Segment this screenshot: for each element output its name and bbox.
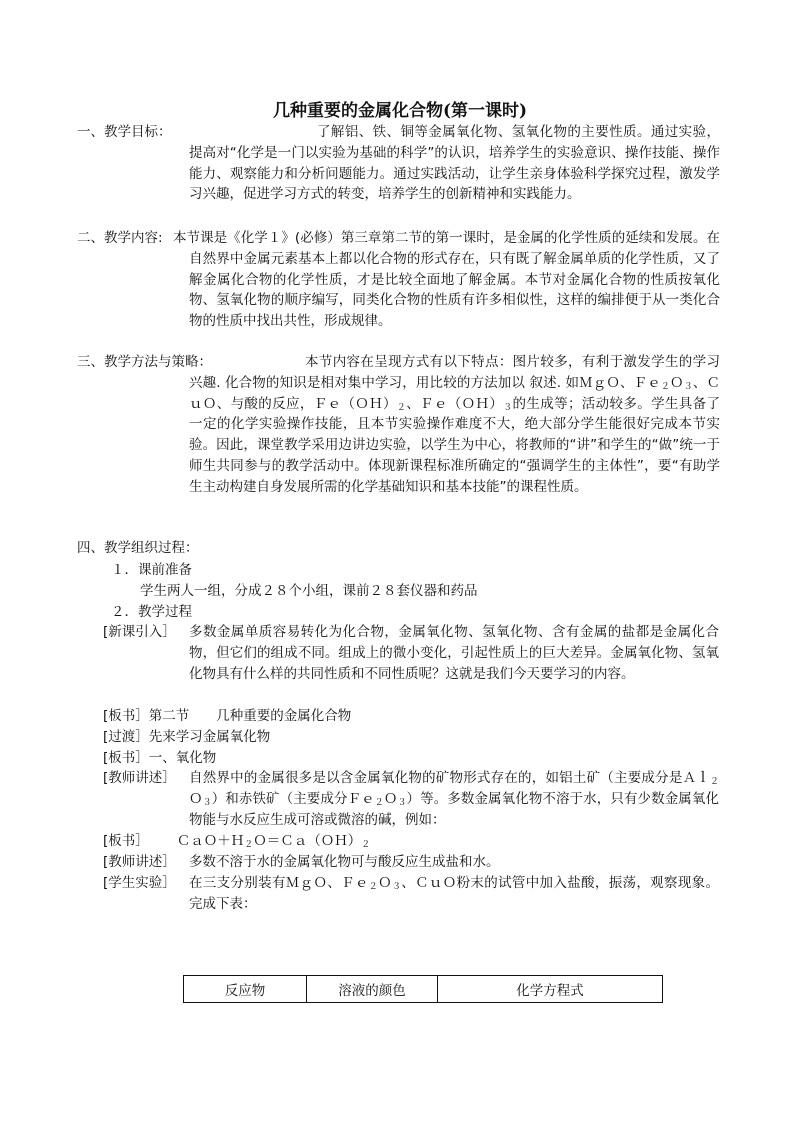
document-title: 几种重要的金属化合物(第一课时) [272, 101, 528, 121]
table-header-cell: 化学方程式 [438, 976, 663, 1003]
subscript: ３ [391, 882, 402, 892]
section-label: 一、教学目标： [77, 124, 172, 140]
intro-text: 多数金属单质容易转化为化合物，金属氧化物、氢氧化物、含有金属的盐都是金属化合物，但它们的组成不同。组成上的微小变化，引起性质上的巨大差异。金属氧化物、氢氧化物具有什么样的共同性质和不同性质呢？这就是我们今天要学习的内容。 [189, 624, 719, 682]
subscript: ２ [244, 840, 254, 850]
teacher-text [189, 768, 719, 830]
text-part: Ｏ [378, 875, 392, 891]
section-text: 了解铝、铁、铜等金属氧化物、氢氧化物的主要性质。通过实验，提高对“化学是一门以实验为基础的科学”的认识，培养学生的实验意识、操作技能、操作能力、观察能力和分析问题能力。通过实践活动，让学生亲身体验科学探究过程，激发学习兴趣，促进学习方式的转变，培养学生的创新精神和实践能力。 [189, 124, 720, 203]
subscript: ３ [503, 402, 513, 413]
equation-part: Ｏ＝Ｃａ（ＯＨ） [253, 833, 362, 849]
text-part: Ｏ [189, 790, 203, 807]
teacher-label: [教师讲述］ [103, 854, 176, 870]
process-heading: 四、教学组织过程： [77, 540, 199, 556]
text-part: 本节内容在呈现方式有以下特点：图片较多，有利于激发学生的学习兴趣. 化合物的知识是相对集中学习，用比较的方法加以 叙述. 如ＭｇＯ、Ｆｅ [189, 354, 720, 391]
text-part: Ｏ [383, 790, 398, 807]
table-header-row [184, 976, 663, 1003]
experiment-label: [学生实验］ [103, 875, 176, 891]
section-text [77, 228, 720, 332]
board-oxides: [板书］一、氧化物 [103, 750, 217, 766]
board-section-title: [板书］第二节 几种重要的金属化合物 [103, 708, 352, 724]
subscript: ２ [368, 882, 379, 892]
results-table [183, 975, 663, 1003]
subscript: ３ [202, 797, 212, 808]
subscript: ２ [374, 797, 384, 808]
teacher-label: [教师讲述］ [103, 770, 176, 786]
teacher-text: 多数不溶于水的金属氧化物可与酸反应生成盐和水。 [189, 854, 500, 870]
subscript: ３ [683, 381, 693, 392]
step2-title: ２．教学过程 [111, 604, 192, 620]
text-part: 、ＣｕＯ、与酸的反应，Ｆｅ（ＯＨ） [189, 374, 720, 412]
step1-title: １．课前准备 [111, 562, 192, 578]
text-part: ）和赤铁矿（主要成分Ｆｅ [211, 790, 375, 807]
section-text-body: 本节课是《化学１》(必修）第三章第二节的第一课时，是金属的化学性质的延续和发展。在自然界中金属元素基本上都以化合物的形式存在，只有既了解金属单质的化学性质，又了解金属化合物的化学性质，才是比较全面地了解金属。本节对金属化合物的性质按氧化物、氢氧化物的顺序编写，同类化合物的性质有许多相似性，这样的编排便于从一类化合物的性质中找出共性，形成规律。 [173, 230, 720, 330]
subscript: ２ [660, 381, 671, 392]
text-part: 、Ｆｅ（ＯＨ） [406, 395, 504, 412]
section-label: 二、教学内容: [77, 230, 163, 246]
text-part: ）等。多数金属氧化物不溶于水，只有少数金属氧化物能与水反应生成可溶或微溶的碱，例如： [189, 790, 719, 828]
section-label: 三、教学方法与策略： [77, 354, 212, 370]
table-header-cell: 反应物 [184, 976, 307, 1003]
text-part: 的生成等；活动较多。学生具备了一定的化学实验操作技能，且本节实验操作难度不大，绝大部分学生能很好完成本节实验。因此，课堂教学采用边讲边实验，以学生为中心，将教师的“讲”和学生的“做”统一于师生共同参与的教学活动中。体现新课程标准所确定的“强调学生的主体性”，要“有助学生主动构建自身发展所需的化学基础知识和基本技能”的课程性质。 [189, 395, 720, 495]
subscript: ２ [709, 777, 719, 787]
text-part: 、ＣｕＯ粉末的试管中加入盐酸，振荡，观察现象。完成下表： [189, 875, 719, 912]
subscript: ２ [396, 402, 407, 413]
text-part: 在三支分别装有ＭｇＯ、Ｆｅ [189, 875, 369, 891]
step1-text: 学生两人一组，分成２８个小组，课前２８套仪器和药品 [140, 583, 478, 599]
board-equation [103, 831, 370, 852]
subscript: ２ [361, 840, 371, 850]
text-part: Ｏ [670, 374, 684, 391]
table-header-cell: 溶液的颜色 [307, 976, 438, 1003]
transition-text: [过渡］先来学习金属氧化物 [103, 729, 271, 745]
text-part: 自然界中的金属很多是以含金属氧化物的矿物形式存在的，如铝土矿（主要成分是Ａｌ [189, 770, 710, 786]
intro-label: [新课引入］ [103, 624, 176, 640]
experiment-text [189, 873, 719, 915]
section-text [77, 352, 720, 498]
subscript: ３ [397, 797, 407, 808]
equation-part: ＣａＯ＋Ｈ [176, 833, 245, 849]
board-label: [板书］ [103, 833, 149, 849]
